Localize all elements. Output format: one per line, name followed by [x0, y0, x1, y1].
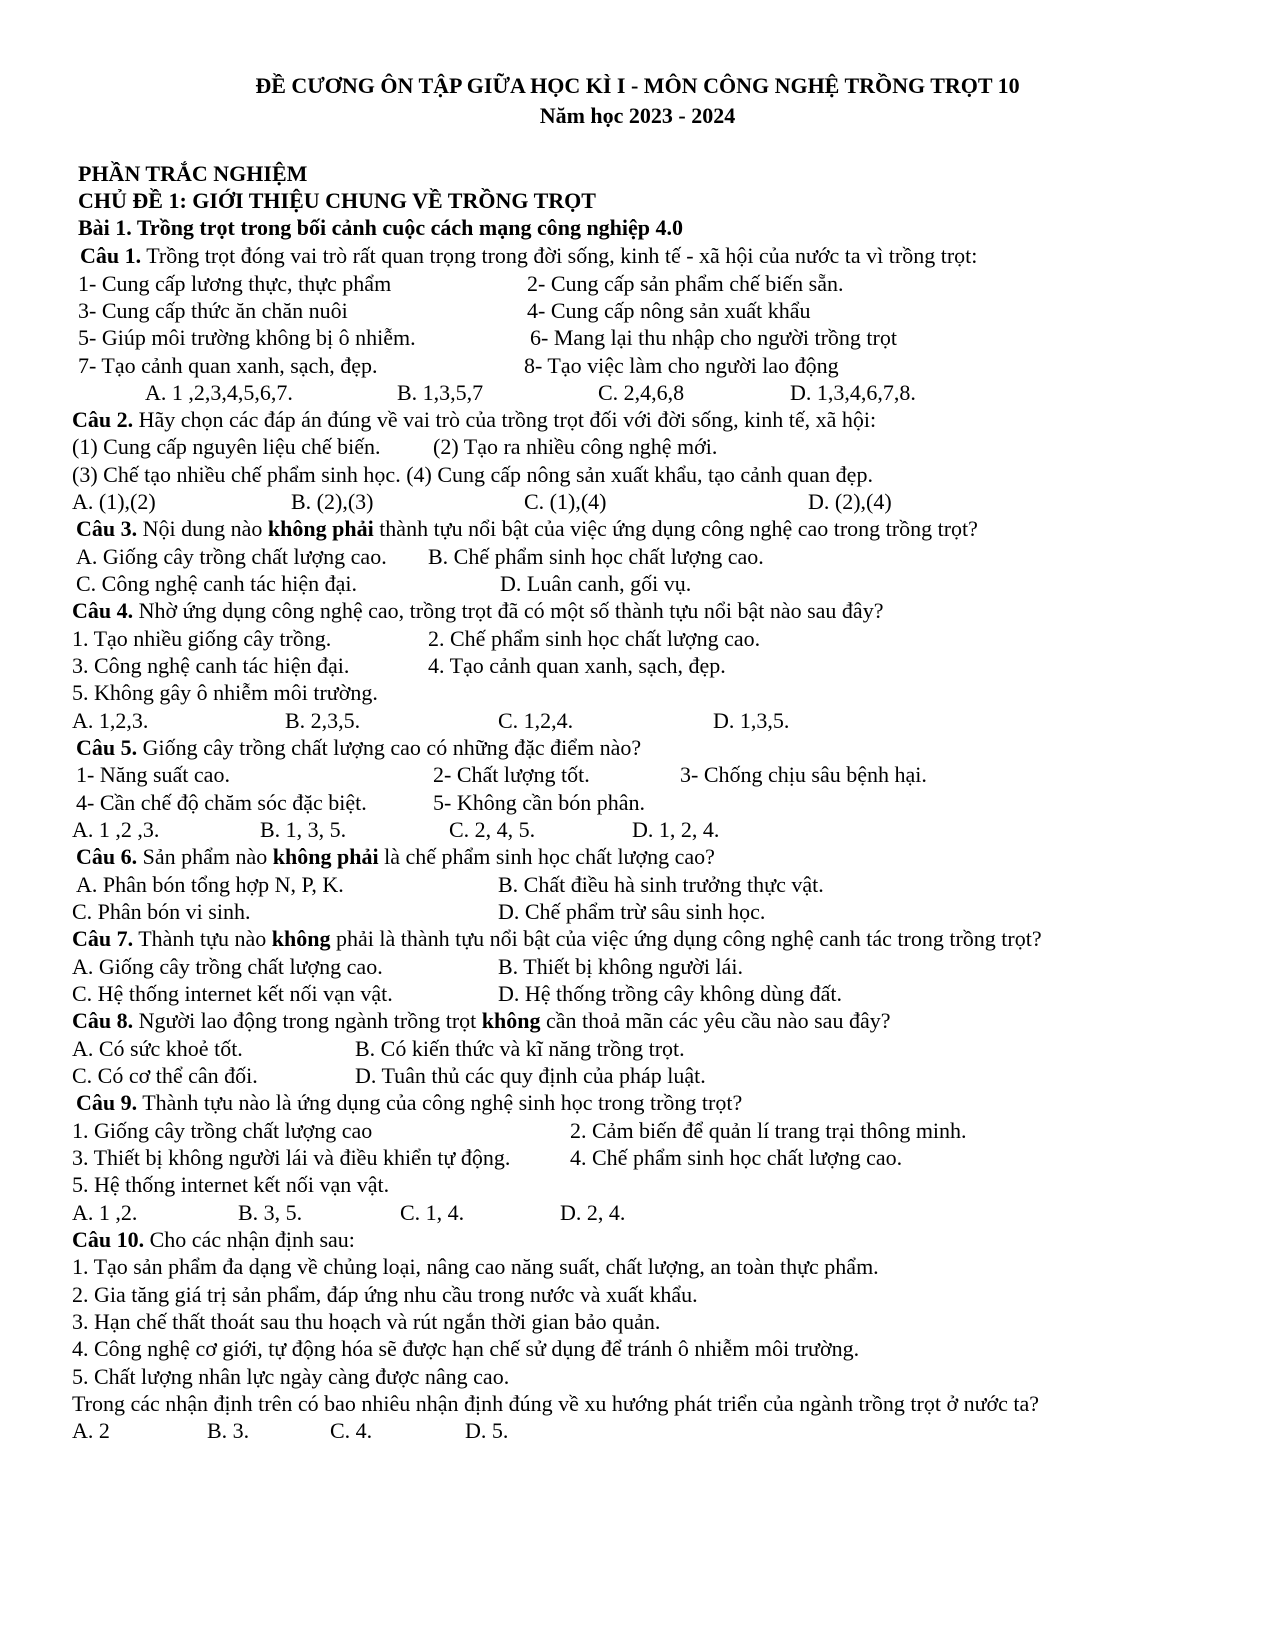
section-heading: PHẦN TRẮC NGHIỆM: [78, 161, 308, 186]
list-item: 2. Gia tăng giá trị sản phẩm, đáp ứng nhu cầu trong nước và xuất khẩu.: [72, 1282, 698, 1307]
question-label: Câu 1.: [80, 243, 142, 268]
answer-option: B. 2,3,5.: [285, 708, 361, 733]
list-item: 7- Tạo cảnh quan xanh, sạch, đẹp.: [78, 353, 378, 378]
question-8: [72, 1007, 890, 1035]
answer-option: B. Chất điều hà sinh trưởng thực vật.: [498, 872, 824, 897]
list-item: 5- Giúp môi trường không bị ô nhiễm.: [78, 325, 416, 350]
answer-option: C. 1,2,4.: [498, 708, 574, 733]
answer-option: C. 4.: [330, 1418, 373, 1443]
answer-option: B. Có kiến thức và kĩ năng trồng trọt.: [355, 1036, 685, 1061]
answer-option: D. 1,3,4,6,7,8.: [790, 380, 916, 405]
answer-option: C. Công nghệ canh tác hiện đại.: [76, 571, 358, 596]
question-label: Câu 3.: [76, 516, 138, 541]
answer-option: D. Chế phẩm trừ sâu sinh học.: [498, 899, 766, 924]
list-item: 1. Tạo sản phẩm đa dạng về chủng loại, nâng cao năng suất, chất lượng, an toàn thực phẩm.: [72, 1254, 879, 1279]
list-item: (1) Cung cấp nguyên liệu chế biến.: [72, 434, 381, 459]
answer-option: A. Giống cây trồng chất lượng cao.: [76, 544, 387, 569]
list-item: 4. Công nghệ cơ giới, tự động hóa sẽ được hạn chế sử dụng để tránh ô nhiễm môi trường.: [72, 1336, 860, 1361]
question-text: Nội dung nào: [137, 516, 268, 541]
answer-option: B. 3, 5.: [238, 1200, 303, 1225]
answer-option: D. 2, 4.: [560, 1200, 626, 1225]
list-item: 5. Không gây ô nhiễm môi trường.: [72, 680, 378, 705]
list-item: 2. Chế phẩm sinh học chất lượng cao.: [428, 626, 761, 651]
list-item: 1. Giống cây trồng chất lượng cao: [72, 1118, 373, 1143]
document-title: ĐỀ CƯƠNG ÔN TẬP GIỮA HỌC KÌ I - MÔN CÔNG NGHỆ TRỒNG TRỌT 10: [255, 73, 1020, 98]
list-item: 2- Cung cấp sản phẩm chế biến sẵn.: [527, 271, 844, 296]
question-text: Cho các nhận định sau:: [144, 1227, 355, 1252]
answer-option: B. 1, 3, 5.: [260, 817, 347, 842]
list-item: (3) Chế tạo nhiều chế phẩm sinh học. (4) Cung cấp nông sản xuất khẩu, tạo cảnh quan đẹp.: [72, 462, 873, 487]
answer-option: B. (2),(3): [291, 489, 374, 514]
list-item: 2- Chất lượng tốt.: [433, 762, 590, 787]
list-item: 5. Hệ thống internet kết nối vạn vật.: [72, 1172, 390, 1197]
answer-option: D. (2),(4): [808, 489, 892, 514]
answer-option: A. 2: [72, 1418, 110, 1443]
question-label: Câu 7.: [72, 926, 134, 951]
list-item: 5- Không cần bón phân.: [433, 790, 646, 815]
list-item: (2) Tạo ra nhiều công nghệ mới.: [433, 434, 718, 459]
question-6: [76, 843, 715, 871]
list-item: 1- Cung cấp lương thực, thực phẩm: [78, 271, 392, 296]
question-text: cần thoả mãn các yêu cầu nào sau đây?: [540, 1008, 891, 1033]
question-label: Câu 8.: [72, 1008, 134, 1033]
answer-option: C. Phân bón vi sinh.: [72, 899, 251, 924]
question-prompt: Trong các nhận định trên có bao nhiêu nhận định đúng về xu hướng phát triển của ngành trồng trọt ở nước ta?: [72, 1391, 1040, 1416]
topic-heading: CHỦ ĐỀ 1: GIỚI THIỆU CHUNG VỀ TRỒNG TRỌT: [78, 188, 596, 213]
answer-option: A. 1 ,2 ,3.: [72, 817, 160, 842]
list-item: 3. Hạn chế thất thoát sau thu hoạch và rút ngắn thời gian bảo quản.: [72, 1309, 661, 1334]
question-label: Câu 4.: [72, 598, 134, 623]
answer-option: D. Tuân thủ các quy định của pháp luật.: [355, 1063, 706, 1088]
list-item: 3. Thiết bị không người lái và điều khiển tự động.: [72, 1145, 511, 1170]
answer-option: C. 2, 4, 5.: [449, 817, 536, 842]
question-text: Thành tựu nào: [133, 926, 272, 951]
answer-option: A. 1 ,2.: [72, 1200, 138, 1225]
question-emphasis: không phải: [267, 516, 374, 541]
question-10: [72, 1226, 355, 1254]
question-label: Câu 6.: [76, 844, 138, 869]
list-item: 5. Chất lượng nhân lực ngày càng được nâng cao.: [72, 1364, 510, 1389]
answer-option: D. Hệ thống trồng cây không dùng đất.: [498, 981, 842, 1006]
question-label: Câu 9.: [76, 1090, 138, 1115]
list-item: 1. Tạo nhiều giống cây trồng.: [72, 626, 332, 651]
question-4: [72, 597, 883, 625]
answer-option: B. Chế phẩm sinh học chất lượng cao.: [428, 544, 764, 569]
question-emphasis: không: [481, 1008, 541, 1033]
answer-option: C. Hệ thống internet kết nối vạn vật.: [72, 981, 393, 1006]
question-emphasis: không phải: [272, 844, 379, 869]
question-text: thành tựu nổi bật của việc ứng dụng công nghệ cao trong trồng trọt?: [373, 516, 978, 541]
answer-option: A. 1,2,3.: [72, 708, 149, 733]
question-2: [72, 406, 876, 434]
list-item: 3. Công nghệ canh tác hiện đại.: [72, 653, 350, 678]
question-label: Câu 10.: [72, 1227, 145, 1252]
question-9: [76, 1089, 742, 1117]
question-3: [76, 515, 978, 543]
question-text: Sản phẩm nào: [137, 844, 273, 869]
list-item: 3- Chống chịu sâu bệnh hại.: [680, 762, 927, 787]
answer-option: A. (1),(2): [72, 489, 156, 514]
question-text: Giống cây trồng chất lượng cao có những đặc điểm nào?: [137, 735, 642, 760]
question-text: Thành tựu nào là ứng dụng của công nghệ sinh học trong trồng trọt?: [137, 1090, 743, 1115]
answer-option: D. 5.: [465, 1418, 509, 1443]
question-text: Người lao động trong ngành trồng trọt: [133, 1008, 482, 1033]
question-text: Hãy chọn các đáp án đúng về vai trò của trồng trọt đối với đời sống, kinh tế, xã hội:: [133, 407, 877, 432]
question-text: phải là thành tựu nổi bật của việc ứng dụng công nghệ canh tác trong trồng trọt?: [330, 926, 1042, 951]
answer-option: A. Có sức khoẻ tốt.: [72, 1036, 243, 1061]
answer-option: C. Có cơ thể cân đối.: [72, 1063, 258, 1088]
list-item: 4- Cung cấp nông sản xuất khẩu: [527, 298, 811, 323]
list-item: 6- Mang lại thu nhập cho người trồng trọt: [530, 325, 897, 350]
answer-option: C. 2,4,6,8: [598, 380, 685, 405]
school-year: Năm học 2023 - 2024: [539, 103, 736, 128]
answer-option: C. (1),(4): [524, 489, 607, 514]
list-item: 3- Cung cấp thức ăn chăn nuôi: [78, 298, 348, 323]
list-item: 8- Tạo việc làm cho người lao động: [524, 353, 839, 378]
answer-option: B. 1,3,5,7: [397, 380, 484, 405]
answer-option: B. 3.: [207, 1418, 250, 1443]
question-label: Câu 5.: [76, 735, 138, 760]
lesson-heading: Bài 1. Trồng trọt trong bối cảnh cuộc cách mạng công nghiệp 4.0: [78, 215, 684, 240]
question-text: là chế phẩm sinh học chất lượng cao?: [378, 844, 715, 869]
answer-option: C. 1, 4.: [400, 1200, 465, 1225]
answer-option: A. Phân bón tổng hợp N, P, K.: [76, 872, 344, 897]
question-1: [80, 242, 977, 270]
answer-option: D. Luân canh, gối vụ.: [500, 571, 692, 596]
question-7: [72, 925, 1042, 953]
answer-option: A. Giống cây trồng chất lượng cao.: [72, 954, 383, 979]
list-item: 1- Năng suất cao.: [76, 762, 230, 787]
question-text: Trồng trọt đóng vai trò rất quan trọng trong đời sống, kinh tế - xã hội của nước ta vì trồng trọt:: [141, 243, 978, 268]
question-text: Nhờ ứng dụng công nghệ cao, trồng trọt đã có một số thành tựu nổi bật nào sau đây?: [133, 598, 884, 623]
question-5: [76, 734, 641, 762]
list-item: 2. Cảm biến để quản lí trang trại thông minh.: [570, 1118, 967, 1143]
answer-option: B. Thiết bị không người lái.: [498, 954, 743, 979]
answer-option: A. 1 ,2,3,4,5,6,7.: [145, 380, 293, 405]
answer-option: D. 1, 2, 4.: [632, 817, 720, 842]
list-item: 4. Chế phẩm sinh học chất lượng cao.: [570, 1145, 903, 1170]
question-emphasis: không: [271, 926, 331, 951]
question-label: Câu 2.: [72, 407, 134, 432]
list-item: 4- Cần chế độ chăm sóc đặc biệt.: [76, 790, 367, 815]
list-item: 4. Tạo cảnh quan xanh, sạch, đẹp.: [428, 653, 726, 678]
answer-option: D. 1,3,5.: [713, 708, 790, 733]
